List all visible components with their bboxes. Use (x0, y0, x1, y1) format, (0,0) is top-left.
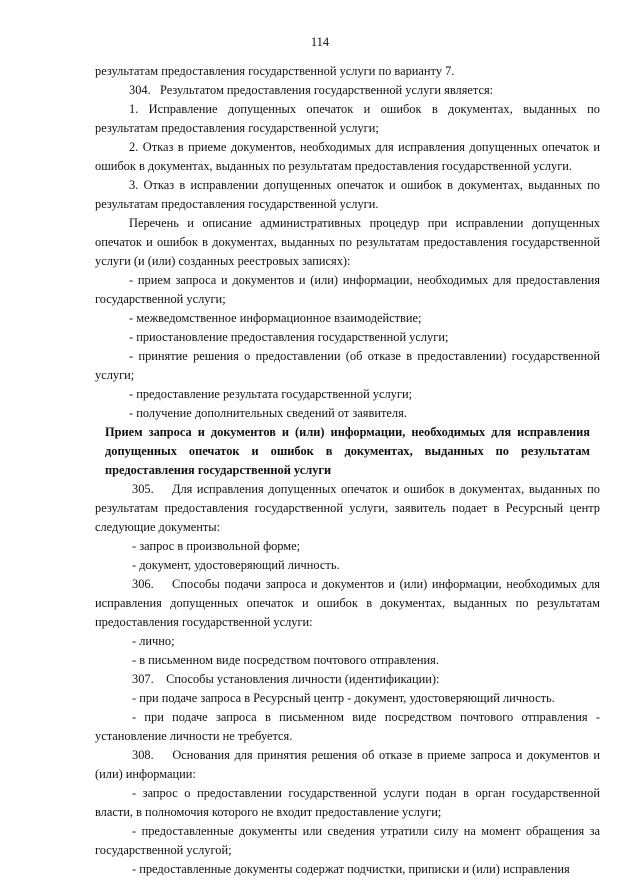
paragraph-308: 308. Основания для принятия решения об отказе в приеме запроса и документов и (или) информации: (95, 748, 600, 781)
list-item: - запрос о предоставлении государственной услуги подан в орган государственной власти, в полномочия которого не входит предоставление услуги; (95, 786, 600, 819)
list-item: 1. Исправление допущенных опечаток и ошибок в документах, выданных по результатам предоставления государственной услуги; (95, 102, 600, 135)
list-item: - прием запроса и документов и (или) информации, необходимых для предоставления государственной услуги; (95, 273, 600, 306)
list-item: - документ, удостоверяющий личность. (132, 558, 340, 572)
paragraph: результатам предоставления государственной услуги по варианту 7. (95, 64, 455, 78)
paragraph-306: 306. Способы подачи запроса и документов и (или) информации, необходимых для исправления допущенных опечаток и ошибок в документах, выданных по результатам предоставления государственной услуги: (95, 577, 600, 629)
list-item: - в письменном виде посредством почтового отправления. (132, 653, 439, 667)
list-item: - принятие решения о предоставлении (об отказе в предоставлении) государственной услуги; (95, 349, 600, 382)
document-body (95, 62, 600, 879)
list-item: - предоставленные документы или сведения утратили силу на момент обращения за государственной услугой; (95, 824, 600, 857)
page-number: 114 (310, 35, 330, 49)
list-item: - предоставленные документы содержат подчистки, приписки и (или) исправления (132, 862, 570, 876)
list-item: - приостановление предоставления государственной услуги; (129, 330, 449, 344)
list-item: - получение дополнительных сведений от заявителя. (129, 406, 407, 420)
paragraph: Перечень и описание административных процедур при исправлении допущенных опечаток и ошибок в документах, выданных по результатам предоставления государственной услуги (и (или) созданных реестровых записях): (95, 216, 600, 268)
section-heading: Прием запроса и документов и (или) информации, необходимых для исправления допущенных опечаток и ошибок в документах, выданных по результатам предоставления государственной услуги (105, 425, 590, 477)
paragraph-304: 304. Результатом предоставления государственной услуги является: (129, 83, 494, 97)
paragraph-305: 305. Для исправления допущенных опечаток и ошибок в документах, выданных по результатам предоставления государственной услуги, заявитель подает в Ресурсный центр следующие документы: (95, 482, 600, 534)
list-item: - при подаче запроса в письменном виде посредством почтового отправления - установление личности не требуется. (95, 710, 600, 743)
list-item: - запрос в произвольной форме; (132, 539, 301, 553)
paragraph-307: 307. Способы установления личности (идентификации): (132, 672, 440, 686)
list-item: 3. Отказ в исправлении допущенных опечаток и ошибок в документах, выданных по результатам предоставления государственной услуги. (95, 178, 600, 211)
list-item: - при подаче запроса в Ресурсный центр - документ, удостоверяющий личность. (132, 691, 555, 705)
list-item: 2. Отказ в приеме документов, необходимых для исправления допущенных опечаток и ошибок в документах, выданных по результатам предоставления государственной услуги. (95, 140, 600, 173)
list-item: - предоставление результата государственной услуги; (129, 387, 413, 401)
list-item: - межведомственное информационное взаимодействие; (129, 311, 422, 325)
list-item: - лично; (132, 634, 175, 648)
